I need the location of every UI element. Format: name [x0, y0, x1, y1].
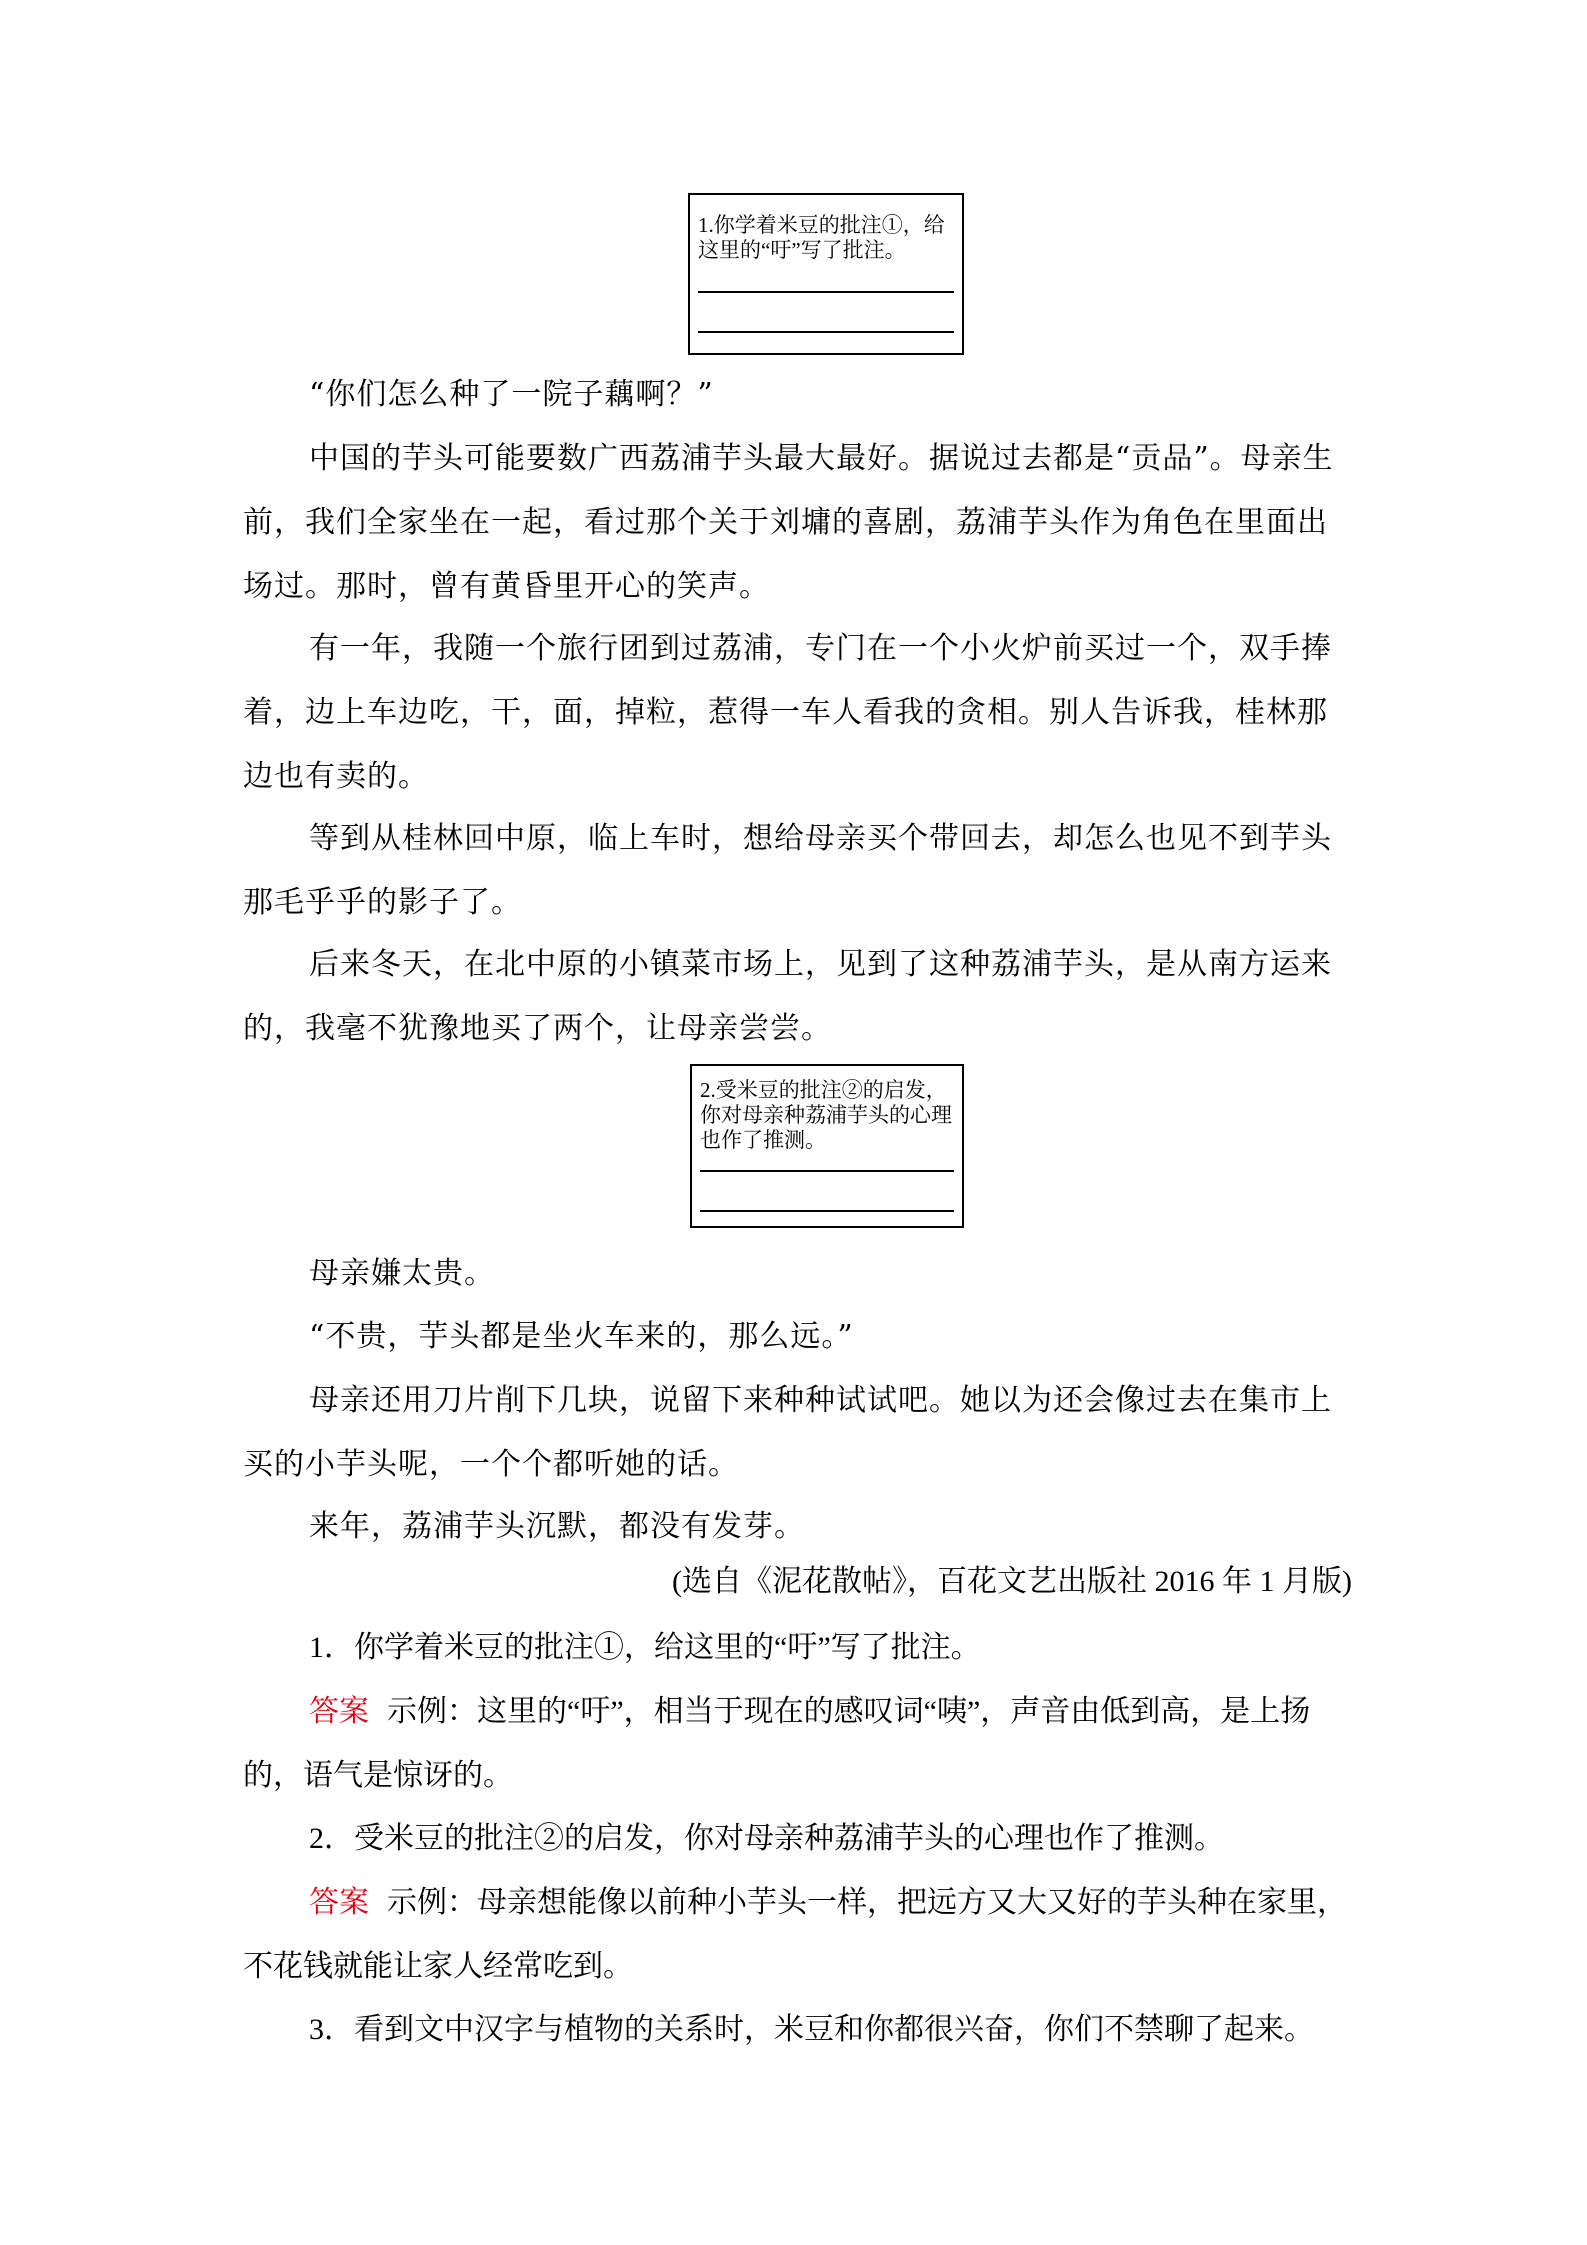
answer-label: 答案 — [309, 1695, 369, 1728]
answer-1 — [243, 1680, 1353, 1808]
paragraph: 母亲嫌太贵。 — [309, 1256, 495, 1291]
annotation-text-2: 2.受米豆的批注②的启发，你对母亲种荔浦芋头的心理也作了推测。 — [700, 1078, 952, 1152]
paragraph: 中国的芋头可能要数广西荔浦芋头最大最好。据说过去都是“贡品”。母亲生前，我们全家坐在一起，看过那个关于刘墉的喜剧，荔浦芋头作为角色在里面出场过。那时，曾有黄昏里开心的笑声。 — [243, 441, 1334, 604]
annotation-box-2 — [690, 1064, 964, 1228]
paragraph: 来年，荔浦芋头沉默，都没有发芽。 — [309, 1509, 805, 1544]
answer-text: 示例：这里的“吁”，相当于现在的感叹词“咦”，声音由低到高，是上扬的，语气是惊讶的。 — [243, 1695, 1311, 1792]
paragraph: “你们怎么种了一院子藕啊？” — [309, 377, 714, 412]
annotation-box-1 — [688, 193, 964, 355]
paragraph: 有一年，我随一个旅行团到过荔浦，专门在一个小火炉前买过一个，双手捧着，边上车边吃，干，面，掉粒，惹得一车人看我的贪相。别人告诉我，桂林那边也有卖的。 — [243, 631, 1332, 794]
question-2: 2．受米豆的批注②的启发，你对母亲种荔浦芋头的心理也作了推测。 — [309, 1822, 1224, 1855]
answer-line — [700, 1170, 954, 1172]
question-1: 1．你学着米豆的批注①，给这里的“吁”写了批注。 — [309, 1631, 981, 1664]
question-3: 3．看到文中汉字与植物的关系时，米豆和你都很兴奋，你们不禁聊了起来。 — [309, 2013, 1314, 2046]
answer-label: 答案 — [309, 1886, 369, 1919]
paragraph: 等到从桂林回中原，临上车时，想给母亲买个带回去，却怎么也见不到芋头那毛乎乎的影子了。 — [243, 821, 1332, 920]
answer-line — [700, 1210, 954, 1212]
answer-line — [698, 331, 954, 333]
answer-text: 示例：母亲想能像以前种小芋头一样，把远方又大又好的芋头种在家里，不花钱就能让家人经常吃到。 — [243, 1886, 1347, 1983]
paragraph: “不贵，芋头都是坐火车来的，那么远。” — [309, 1319, 854, 1354]
source-citation: (选自《泥花散帖》，百花文艺出版社 2016 年 1 月版) — [672, 1565, 1352, 1598]
answer-2 — [243, 1871, 1353, 1999]
annotation-text-1: 1.你学着米豆的批注①，给这里的“吁”写了批注。 — [698, 213, 945, 262]
answer-line — [698, 291, 954, 293]
paragraph: 后来冬天，在北中原的小镇菜市场上，见到了这种荔浦芋头，是从南方运来的，我毫不犹豫地买了两个，让母亲尝尝。 — [243, 947, 1332, 1046]
paragraph: 母亲还用刀片削下几块，说留下来种种试试吧。她以为还会像过去在集市上买的小芋头呢，一个个都听她的话。 — [243, 1383, 1332, 1482]
